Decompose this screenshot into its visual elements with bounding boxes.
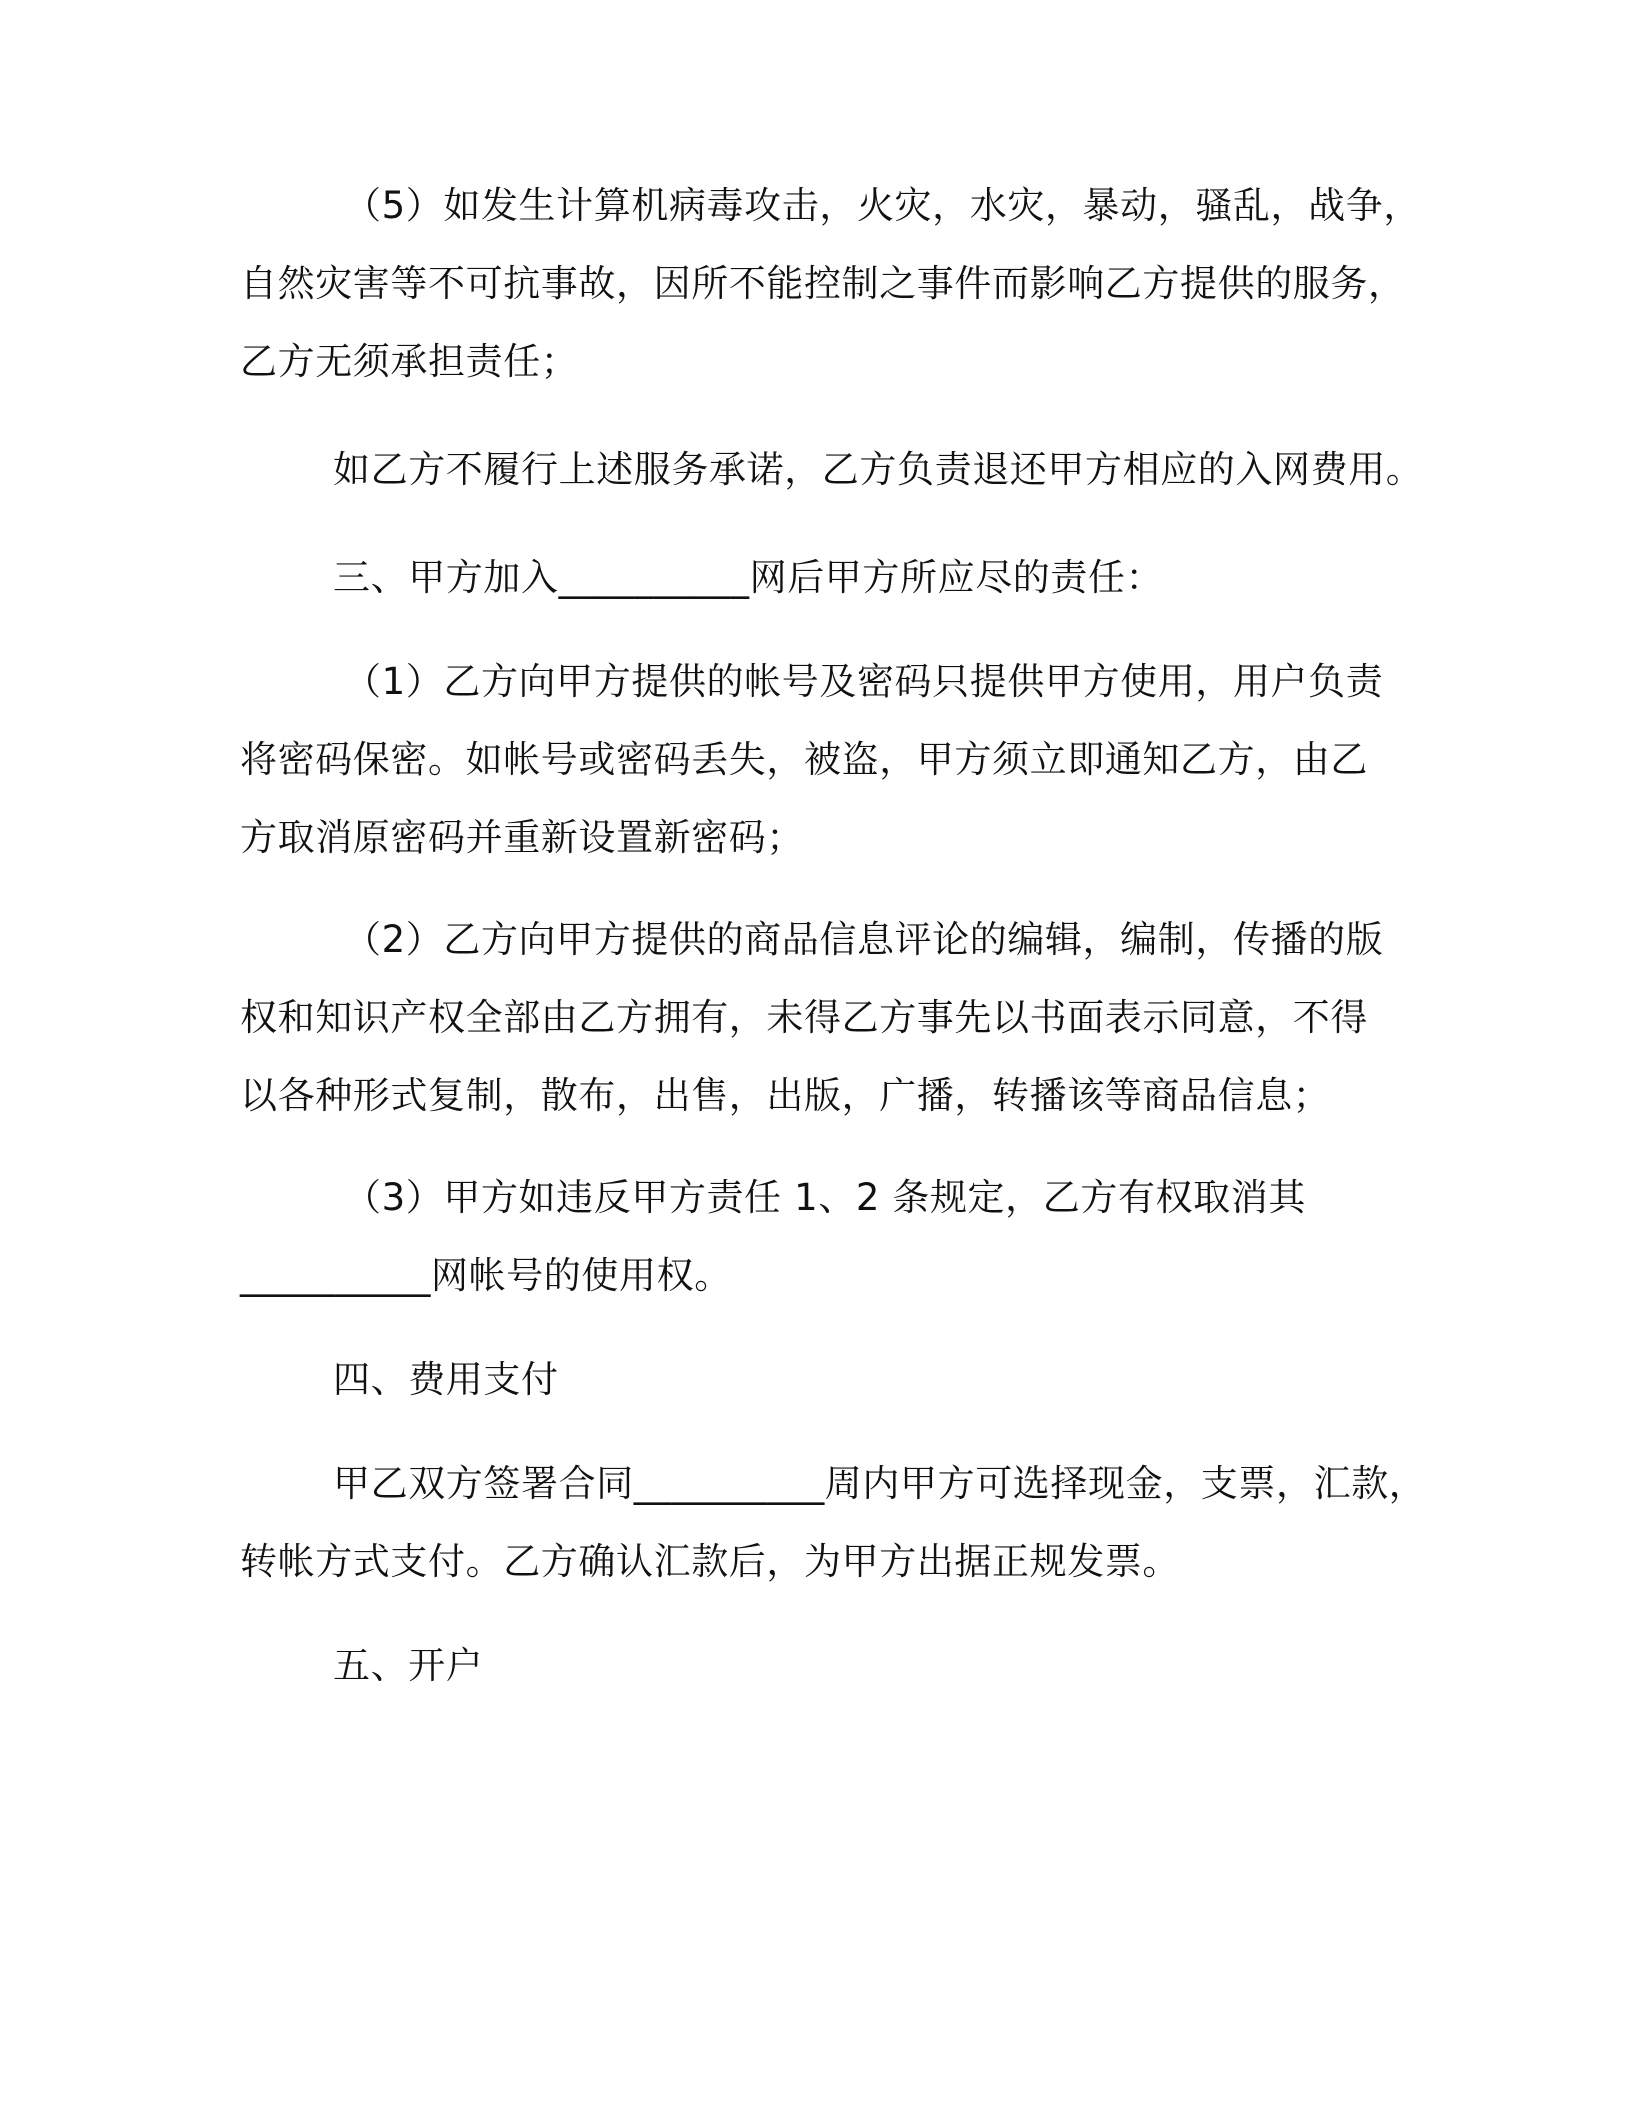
clause-5-line-1: （5）如发生计算机病毒攻击，火灾，水灾，暴动，骚乱，战争， — [344, 184, 1421, 227]
clause-1-line-2: 将密码保密。如帐号或密码丢失，被盗，甲方须立即通知乙方，由乙 — [240, 738, 1368, 781]
clause-5-line-2: 自然灾害等不可抗事故，因所不能控制之事件而影响乙方提供的服务， — [240, 262, 1406, 305]
clause-1-line-1: （1）乙方向甲方提供的帐号及密码只提供甲方使用，用户负责 — [344, 660, 1384, 703]
clause-2-line-2: 权和知识产权全部由乙方拥有，未得乙方事先以书面表示同意，不得 — [240, 996, 1368, 1039]
payment-line-2: 转帐方式支付。乙方确认汇款后，为甲方出据正规发票。 — [240, 1540, 1180, 1583]
payment-line-1: 甲乙双方签署合同__________周内甲方可选择现金，支票，汇款， — [333, 1462, 1427, 1505]
clause-2-line-3: 以各种形式复制，散布，出售，出版，广播，转播该等商品信息； — [240, 1074, 1331, 1117]
clause-3-line-1: （3）甲方如违反甲方责任 1、2 条规定，乙方有权取消其 — [344, 1176, 1306, 1219]
section-3-heading: 三、甲方加入__________网后甲方所应尽的责任： — [333, 556, 1164, 599]
service-refund-paragraph: 如乙方不履行上述服务承诺，乙方负责退还甲方相应的入网费用。 — [333, 448, 1424, 491]
section-5-heading: 五、开户 — [333, 1644, 484, 1687]
section-4-heading: 四、费用支付 — [333, 1358, 559, 1401]
clause-1-line-3: 方取消原密码并重新设置新密码； — [240, 816, 804, 859]
clause-3-line-2: __________网帐号的使用权。 — [240, 1254, 732, 1297]
clause-5-line-3: 乙方无须承担责任； — [240, 340, 579, 383]
clause-2-line-1: （2）乙方向甲方提供的商品信息评论的编辑，编制，传播的版 — [344, 918, 1384, 961]
